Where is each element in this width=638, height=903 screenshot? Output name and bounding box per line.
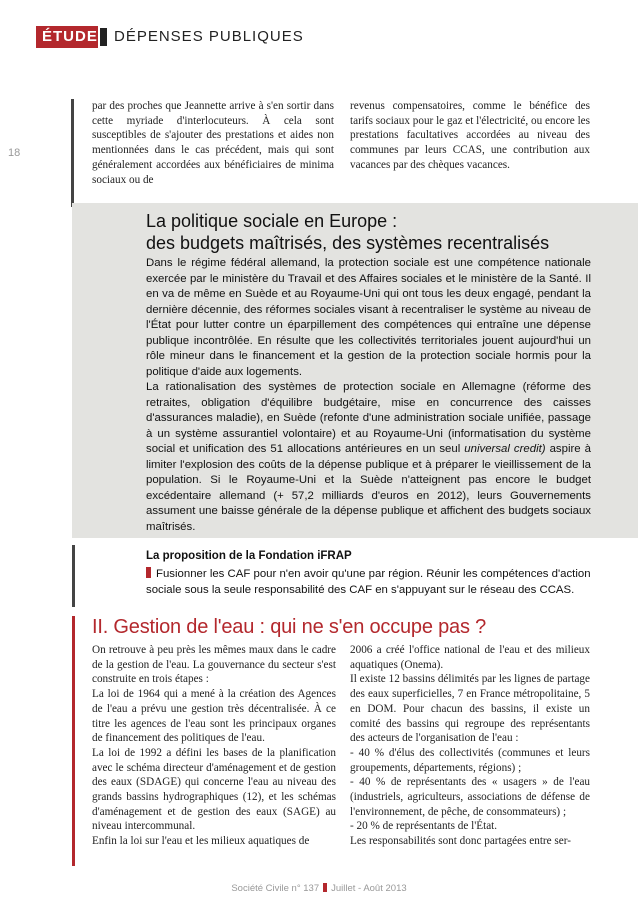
section-heading: II. Gestion de l'eau : qui ne s'en occupe pas ? (92, 616, 487, 638)
section-rule (72, 616, 75, 866)
box-paragraph-1: Dans le régime fédéral allemand, la protection sociale est une compétence nationale exercée par le ministère du Travail et des Affaires sociales et le ministère de la Santé. Il en va de même en Suède et au Royaume-Uni qui ont tous les deux engagé, pendant la dernière décennie, des réformes sociales visant à recentraliser le système au niveau de l'État pour lutter contre un éparpillement des compétences qui entraîne une dépense publique incontrôlée. En résulte que les collectivités territoriales jouent aujourd'hui un rôle mineur dans le financement et la gestion de la protection sociale hormis pour la politique d'aide aux logements. (146, 257, 591, 378)
section-tag: ÉTUDE (36, 26, 98, 48)
tag-separator (100, 28, 107, 46)
section-right-p1: 2006 a créé l'office national de l'eau et des milieux aquatiques (Onema). (350, 644, 590, 671)
section-left-p2: La loi de 1964 qui a mené à la création des Agences de l'eau a prévu une gestion très décentralisée. À ce titre les agences de l'eau sont les principaux organes de financement des politiques de l'eau. (92, 688, 336, 745)
footer-separator-icon (323, 883, 327, 892)
page-footer (0, 883, 638, 894)
footer-date: Juillet - Août 2013 (331, 883, 407, 894)
section-column-left (92, 643, 336, 849)
section-left-p4: Enfin la loi sur l'eau et les milieux aquatiques de (92, 835, 310, 848)
proposal-rule (72, 545, 75, 607)
intro-column-left: par des proches que Jeannette arrive à s'en sortir dans cette myriade d'interlocuteurs. À cela sont susceptibles de s'ajouter des prestations et aides non mentionnées dans le cas précédent, mais qui sont généralement accordées aux bénéficiaires de minima sociaux ou de (92, 100, 334, 186)
proposal-title: La proposition de la Fondation iFRAP (146, 550, 352, 562)
section-left-p3: La loi de 1992 a défini les bases de la planification avec le schéma directeur d'aménagement et de gestion des eaux (SDAGE) qui concerne l'eau au niveau des grands bassins hydrographiques (12), et les schémas d'aménagement et de gestion des eaux (SAGE) au niveau intercommunal. (92, 746, 336, 833)
section-right-p4: - 40 % de représentants des « usagers » de l'eau (industriels, agriculteurs, associations de défense de l'environnement, de pêche, de consommateurs) ; (350, 776, 590, 818)
section-left-p1: On retrouve à peu près les mêmes maux dans le cadre de la gestion de l'eau. La gouvernance du secteur s'est construite en trois étapes : (92, 644, 336, 686)
box-title (146, 210, 616, 254)
margin-rule (71, 99, 74, 207)
section-right-p6: Les responsabilités sont donc partagées entre ser- (350, 835, 571, 848)
page-number: 18 (8, 147, 21, 159)
box-p2-start: La rationalisation des systèmes de protection sociale en Allemagne (réforme des retraites, obligation d'équilibre budgétaire, mise en concurrence des caisses d'assurances maladie), en Suède (refonte d'une administration sociale unifiée, passage à un système assurantiel volontaire) et au Royaume-Uni (informatisation du système social et unification des 51 allocations antérieures en un seul (146, 381, 591, 455)
box-title-line1: La politique sociale en Europe : (146, 211, 398, 231)
footer-magazine: Société Civile n° 137 (231, 883, 320, 894)
box-title-line2: des budgets maîtrisés, des systèmes recentralisés (146, 233, 550, 253)
intro-column-right: revenus compensatoires, comme le bénéfice des tarifs sociaux pour le gaz et l'électricité, ou encore les prestations facultatives accordées au niveau des communes par leurs CCAS, une contribution aux vacances par des chèques vacances. (350, 100, 590, 171)
box-p2-end: aspire à limiter l'explosion des coûts de la dépense publique et à préparer le vieillissement de la population. Si le Royaume-Uni et la Suède n'atteignent pas encore le budget excédentaire allemand (+ 57,2 milliards d'euros en 2012), leurs Gouvernements assument une baisse générale de la dépense publique et affichent des budgets sociaux maîtrisés. (146, 443, 591, 533)
bullet-square-icon (146, 567, 151, 578)
proposal-text: Fusionner les CAF pour n'en avoir qu'une par région. Réunir les compétences d'action sociale sous la seule responsabilité des CAF en s'appuyant sur le réseau des CCAS. (146, 568, 591, 596)
section-right-p5: - 20 % de représentants de l'État. (350, 820, 498, 833)
box-p2-emphasis: universal credit) (464, 443, 546, 455)
box-body (146, 256, 591, 535)
section-title: DÉPENSES PUBLIQUES (114, 28, 304, 45)
section-right-p3: - 40 % d'élus des collectivités (communes et leurs groupements, départements, régions) ; (350, 746, 590, 774)
section-column-right (350, 643, 590, 849)
section-right-p2: Il existe 12 bassins délimités par les lignes de partage des eaux superficielles, 7 en France métropolitaine, 5 en DOM. Pour chacun des bassins, il existe un comité des bassins qui regroupe des représentants des acteurs de l'organisation de l'eau : (350, 673, 590, 745)
proposal-body (146, 567, 596, 598)
box-paragraph-2 (146, 380, 591, 535)
